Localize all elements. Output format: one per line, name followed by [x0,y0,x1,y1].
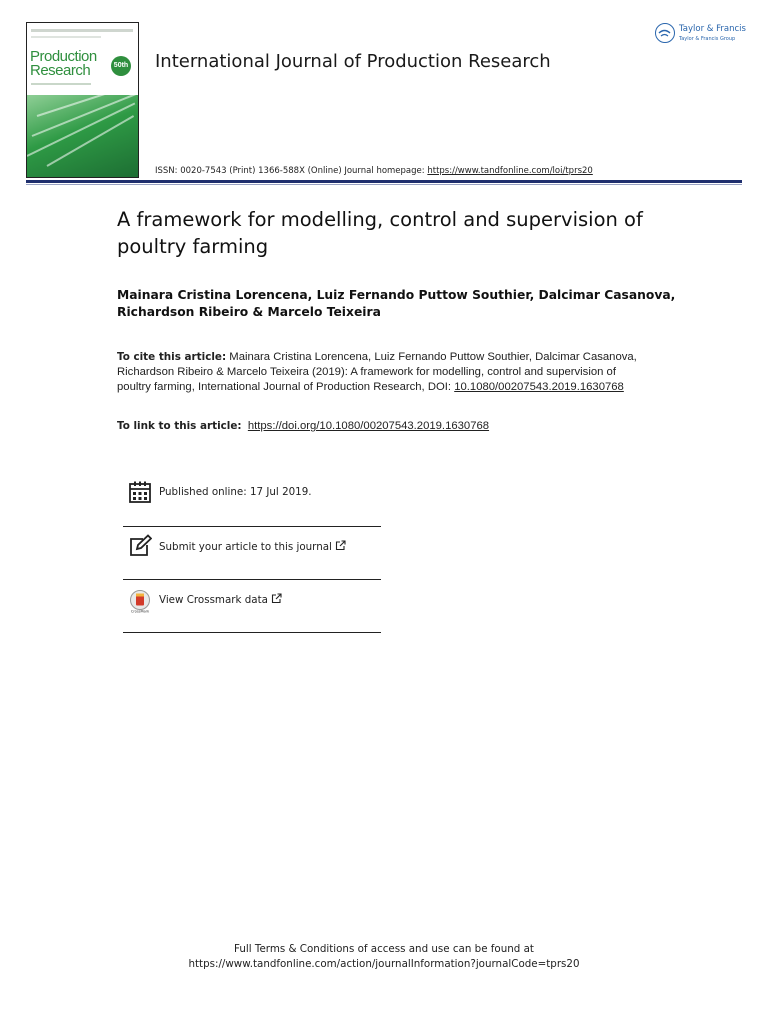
header-divider [26,180,742,183]
issn-line [155,166,593,176]
journal-homepage-link[interactable]: https://www.tandfonline.com/loi/tprs20 [427,166,593,176]
calendar-icon [128,480,152,504]
publisher-logo[interactable] [655,22,750,48]
footer-terms-text: Full Terms & Conditions of access and use can be found at [234,943,534,955]
article-authors: Mainara Cristina Lorencena, Luiz Fernando Puttow Southier, Dalcimar Casanova, Richardson Ribeiro & Marcelo Teixeira [117,288,676,319]
cover-green-band [27,95,138,177]
citation-text: Mainara Cristina Lorencena, Luiz Fernando Puttow Southier, Dalcimar Casanova, Richardson Ribeiro & Marcelo Teixeira (2019): A framework for modelling, control and supervision of poultry farming, International Journal of Production Research, DOI: [117,351,637,393]
cover-anniversary-badge: 50th [111,56,131,76]
crossmark-row[interactable] [123,575,381,627]
journal-cover-image [26,22,139,178]
cover-title-line-2: Research [30,62,91,79]
issn-text: ISSN: 0020-7543 (Print) 1366-588X (Online) Journal homepage: [155,166,425,176]
edit-icon [128,534,152,558]
cover-decoration [31,29,133,32]
footer [0,942,768,972]
submit-article-row[interactable] [123,522,381,574]
external-link-icon [271,593,282,604]
publisher-group-name: Taylor & Francis Group [679,36,736,42]
published-online-text: Published online: 17 Jul 2019. [159,486,312,498]
cover-decoration [31,83,91,85]
article-title: A framework for modelling, control and supervision of poultry farming [117,208,643,258]
citation-doi-link[interactable]: 10.1080/00207543.2019.1630768 [454,381,624,393]
article-link-block [117,419,677,434]
view-crossmark-link[interactable]: View Crossmark data [159,593,282,606]
journal-title[interactable]: International Journal of Production Research [155,51,551,72]
svg-text:CrossMark: CrossMark [130,609,150,613]
article-link-label: To link to this article: [117,420,242,432]
citation-label: To cite this article: [117,351,227,363]
submit-article-link[interactable]: Submit your article to this journal [159,540,346,553]
cover-decoration [31,36,101,38]
publisher-name: Taylor & Francis [679,24,746,34]
crossmark-icon [128,589,152,613]
header-divider-thin [26,184,742,185]
article-doi-url-link[interactable]: https://doi.org/10.1080/00207543.2019.1630768 [247,420,490,432]
published-online-row [123,468,381,520]
publisher-logo-icon [655,23,675,43]
citation-block [117,350,637,395]
footer-terms-link[interactable]: https://www.tandfonline.com/action/journalInformation?journalCode=tprs20 [188,958,580,970]
info-divider [123,632,381,633]
cover-title-line-1: Production [30,48,97,65]
external-link-icon [335,540,346,551]
